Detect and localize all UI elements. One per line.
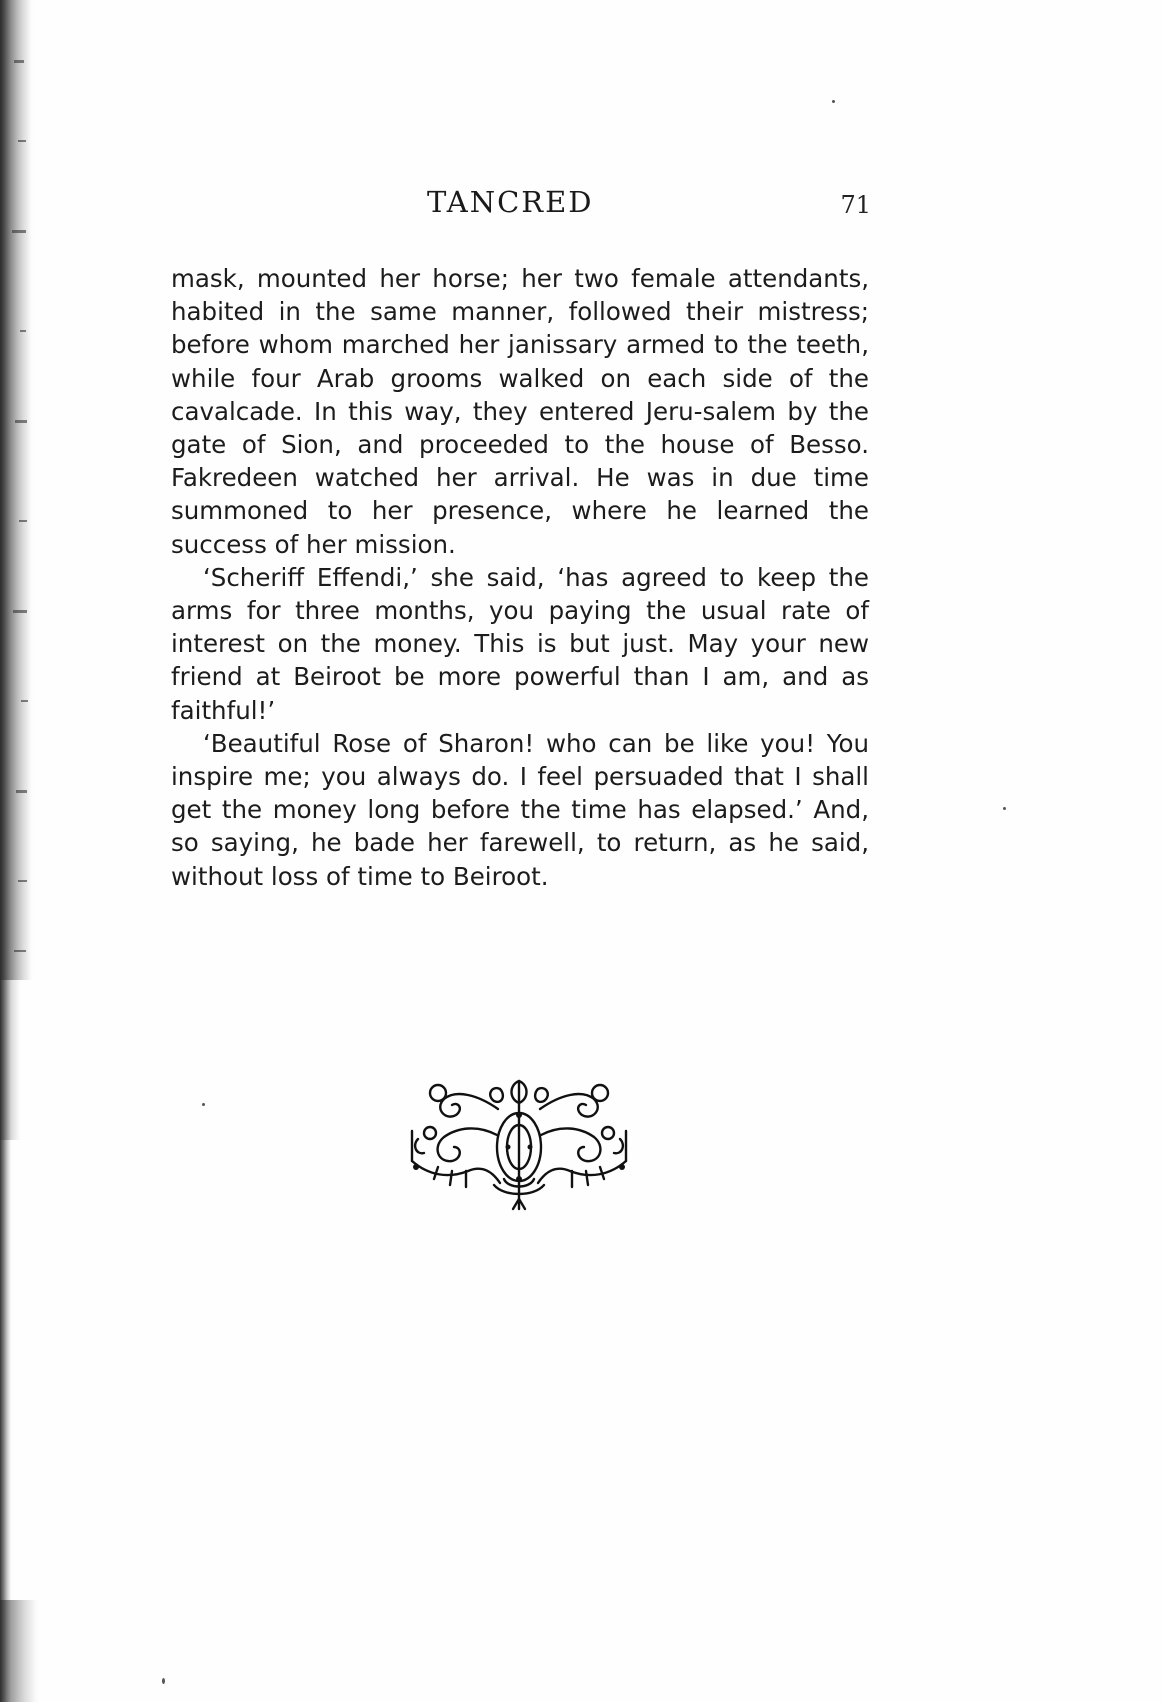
paragraph-3: ‘Beautiful Rose of Sharon! who can be like you! You inspire me; you always do. I feel persuaded that I shall get the money long before the time has elapsed.’ And, so saying, he bade her farewell, to return, as he said, without loss of time to Beiroot. xyxy=(171,728,869,891)
scan-speck xyxy=(202,1103,205,1106)
body-text xyxy=(171,262,869,893)
binding-shadow xyxy=(0,0,44,1702)
paragraph-2: ‘Scheriff Effendi,’ she said, ‘has agreed to keep the arms for three months, you paying the usual rate of interest on the money. This is but just. May your new friend at Beiroot be more powerful than I am, and as faithful!’ xyxy=(171,562,869,725)
page-number: 71 xyxy=(840,191,871,219)
scan-speck xyxy=(1003,807,1006,810)
paragraph-1: mask, mounted her horse; her two female attendants, habited in the same manner, followed their mistress; before whom marched her janissary armed to the teeth, while four Arab grooms walked on each side of the cavalcade. In this way, they entered Jeru-salem by the gate of Sion, and proceeded to the house of Besso. Fakredeen watched her arrival. He was in due time summoned to her presence, where he learned the success of her mission. xyxy=(171,264,869,559)
scan-speck xyxy=(832,100,835,103)
running-title: TANCRED xyxy=(427,185,594,219)
running-head xyxy=(171,185,871,225)
scan-speck xyxy=(162,1678,165,1684)
floral-tailpiece-ornament-icon xyxy=(408,1075,630,1215)
